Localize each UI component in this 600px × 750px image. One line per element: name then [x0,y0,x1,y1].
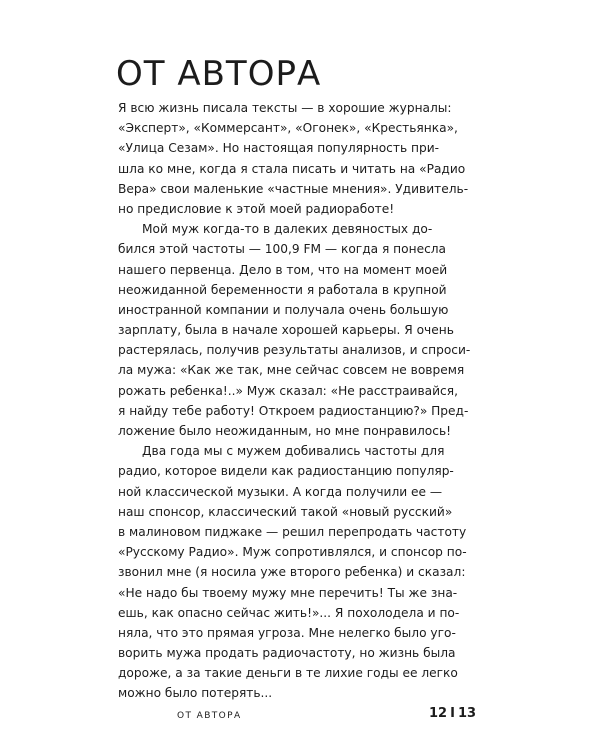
text-line: ворить мужа продать радиочастоту, но жизнь была [118,646,456,661]
text-line: няла, что это прямая угроза. Мне нелегко было уго- [118,625,456,640]
text-line: ложение было неожиданным, но мне понравилось! [118,424,452,438]
running-title: ОТ АВТОРА [177,711,242,721]
text-line: «Русскому Радио». Муж сопротивлялся, и спонсор по- [118,545,467,560]
text-line: Вера» свои маленькие «частные мнения». Удивитель- [118,181,469,196]
text-line: ешь, как опасно сейчас жить!»... Я похолодела и по- [118,605,460,620]
page-number-right: 13 [457,706,477,721]
page-numbers [429,704,476,724]
text-line: нашего первенца. Дело в том, что на момент моей [118,262,448,277]
text-line: Два года мы с мужем добивались частоты для [142,444,445,459]
text-line: «Эксперт», «Коммерсант», «Огонек», «Крестьянка», [118,121,458,136]
text-line: в малиновом пиджаке — решил перепродать частоту [118,524,467,539]
text-line: неожиданной беременности я работала в крупной [118,282,447,297]
text-line: зарплату, была в начале хорошей карьеры. Я очень [118,323,454,338]
text-line: «Не надо бы твоему мужу мне перечить! Ты же зна- [118,585,458,600]
text-line: «Улица Сезам». Но настоящая популярность при- [118,141,440,156]
text-line: но предисловие к этой моей радиоработе! [118,201,395,216]
page-number-separator: I [450,706,455,721]
text-line: ла мужа: «Как же так, мне сейчас совсем не вовремя [118,363,465,378]
text-line: растерялась, получив результаты анализов, и спроси- [118,343,471,358]
chapter-title: ОТ АВТОРА [116,54,322,94]
text-line: звонил мне (я носила уже второго ребенка) и сказал: [118,565,466,580]
text-line: иностранной компании и получала очень большую [118,302,449,317]
text-line: бился этой частоты — 100,9 FM — когда я понесла [118,242,447,257]
text-line: радио, которое видели как радиостанцию популяр- [118,464,454,479]
text-line: дороже, а за такие деньги в те лихие годы ее легко [118,666,458,681]
text-line: я найду тебе работу! Откроем радиостанцию?» Пред- [118,403,469,418]
text-line: Я всю жизнь писала тексты — в хорошие журналы: [118,101,452,115]
page-number-left: 12 [429,706,448,721]
text-line: наш спонсор, классический такой «новый русский» [118,504,453,519]
text-line: Мой муж когда-то в далеких девяностых до- [142,222,433,237]
text-line: рожать ребенка!..» Муж сказал: «Не расстраивайся, [118,383,458,398]
text-line: можно было потерять... [118,686,273,701]
text-line: шла ко мне, когда я стала писать и читать на «Радио [118,161,466,176]
text-line: ной классической музыки. А когда получили ее — [118,484,443,499]
body-text [118,98,498,704]
